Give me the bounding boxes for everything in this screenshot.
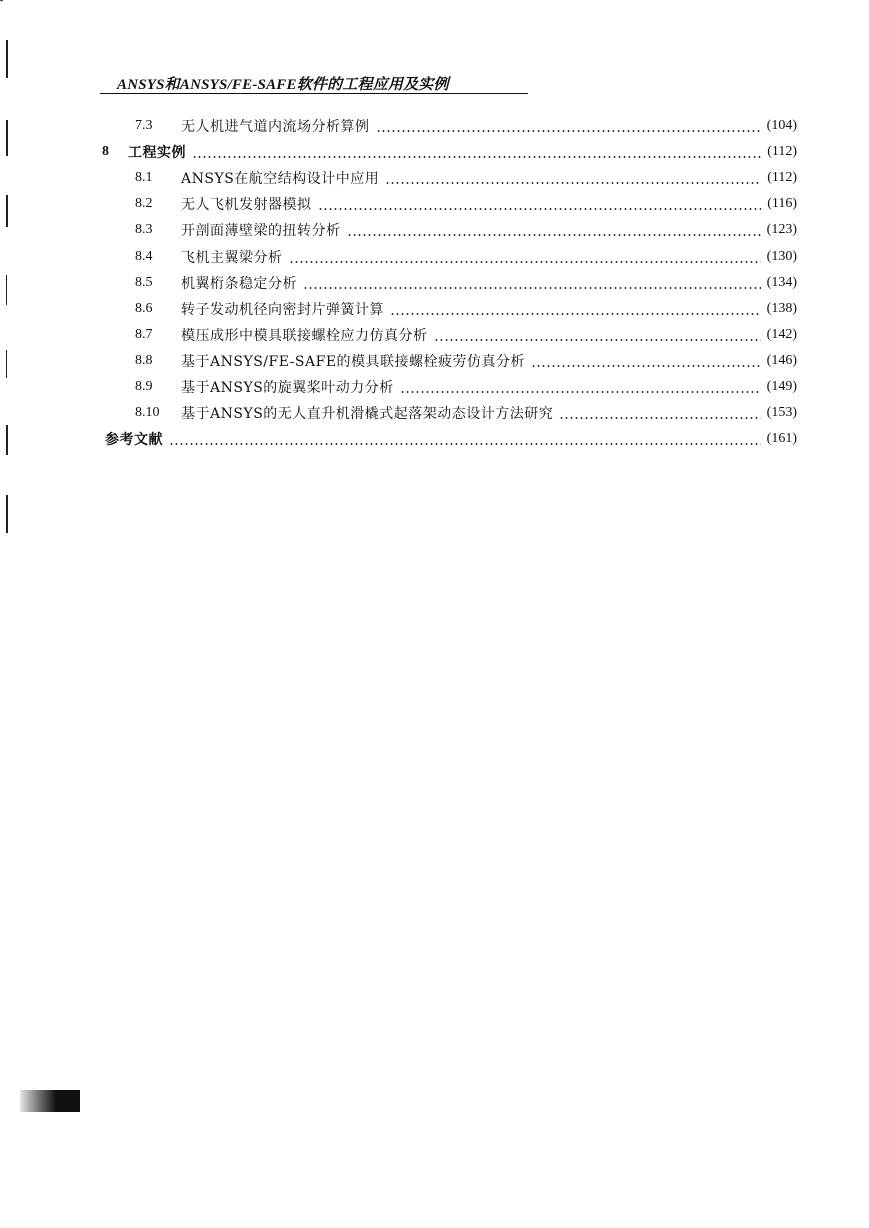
scan-edge-mark	[6, 350, 7, 378]
running-header	[100, 73, 528, 94]
toc-entry[interactable]	[135, 165, 797, 191]
toc-entry-page: (116)	[767, 196, 797, 212]
toc-entry[interactable]	[135, 217, 797, 243]
toc-entry[interactable]	[135, 400, 797, 426]
dot-leader	[192, 156, 761, 158]
toc-entry[interactable]	[135, 270, 797, 296]
toc-entry-number: 7.3	[135, 118, 153, 133]
toc-entry-page: (153)	[766, 405, 797, 421]
scan-edge-mark	[6, 425, 8, 455]
toc-entry-number: 8	[102, 144, 109, 160]
toc-entry-title: 飞机主翼梁分析	[181, 249, 283, 266]
toc-entry-number: 8.6	[135, 300, 153, 316]
dot-leader	[303, 287, 761, 289]
toc-entry-number: 8.3	[135, 222, 153, 238]
toc-entry-page: (161)	[766, 431, 797, 447]
dot-leader	[169, 443, 761, 445]
toc-entry-page: (149)	[766, 379, 797, 394]
dot-leader	[559, 417, 760, 419]
toc-entry-title: 开剖面薄壁梁的扭转分析	[181, 223, 341, 240]
dot-leader	[385, 182, 761, 184]
scan-corner-mark	[0, 0, 13, 2]
dot-leader	[347, 234, 761, 236]
toc-entry-number: 8.7	[135, 326, 153, 342]
toc-entry-title: 转子发动机径向密封片弹簧计算	[181, 301, 384, 318]
toc-entry-title: 基于ANSYS的旋翼桨叶动力分析	[181, 380, 394, 396]
toc-entry-page: (138)	[766, 300, 797, 316]
toc-entry-title: 基于ANSYS的无人直升机滑橇式起落架动态设计方法研究	[181, 406, 554, 423]
dot-leader	[400, 391, 761, 393]
toc-entry-page: (104)	[766, 118, 797, 133]
toc-entry[interactable]	[105, 426, 797, 452]
toc-entry-page: (142)	[766, 326, 797, 342]
scan-edge-mark	[6, 120, 8, 156]
toc-entry-title: 机翼桁条稳定分析	[181, 275, 297, 292]
toc-entry-page: (112)	[767, 144, 797, 160]
scan-edge-mark	[6, 495, 8, 533]
scan-edge-mark	[6, 275, 7, 305]
toc-entry-title: 基于ANSYS/FE-SAFE的模具联接螺栓疲劳仿真分析	[181, 353, 526, 370]
toc-entry-number: 8.9	[135, 379, 153, 394]
toc-entry-title: 模压成形中模具联接螺栓应力仿真分析	[181, 327, 428, 344]
scan-edge-mark	[6, 40, 8, 78]
toc-entry-number: 8.1	[135, 170, 153, 186]
toc-entry-page: (123)	[766, 222, 797, 238]
running-title: ANSYS和ANSYS/FE-SAFE软件的工程应用及实例	[117, 77, 449, 93]
toc-entry-number: 8.2	[135, 196, 153, 212]
toc-entry-page: (112)	[767, 170, 797, 186]
dot-leader	[289, 261, 761, 263]
dot-leader	[376, 130, 761, 132]
toc-entry-number: 8.10	[135, 405, 160, 421]
toc-entry[interactable]	[135, 374, 797, 400]
toc-entry[interactable]	[135, 296, 797, 322]
toc-entry-number: 8.4	[135, 248, 153, 264]
toc-entry-title: 参考文献	[105, 432, 163, 449]
toc-entry-page: (134)	[766, 274, 797, 290]
toc-entry-title: 工程实例	[128, 145, 186, 162]
toc-entry-title: ANSYS在航空结构设计中应用	[181, 171, 380, 188]
toc-entry[interactable]	[135, 113, 797, 139]
toc-entry[interactable]	[135, 348, 797, 374]
toc-entry-number: 8.5	[135, 274, 153, 290]
dot-leader	[318, 208, 762, 210]
toc-entry-page: (146)	[766, 352, 797, 368]
toc-entry[interactable]	[135, 322, 797, 348]
toc-entry-title: 无人飞机发射器模拟	[181, 197, 312, 214]
toc-entry-number: 8.8	[135, 352, 153, 368]
page-number-block	[20, 1090, 80, 1112]
dot-leader	[531, 365, 761, 367]
toc-entry-page: (130)	[766, 248, 797, 264]
toc-entry[interactable]	[102, 139, 797, 165]
dot-leader	[390, 313, 761, 315]
toc-entry[interactable]	[135, 191, 797, 217]
toc-entry[interactable]	[135, 244, 797, 270]
toc-entry-title: 无人机进气道内流场分析算例	[181, 119, 370, 135]
dot-leader	[434, 339, 761, 341]
scan-edge-mark	[6, 195, 8, 227]
